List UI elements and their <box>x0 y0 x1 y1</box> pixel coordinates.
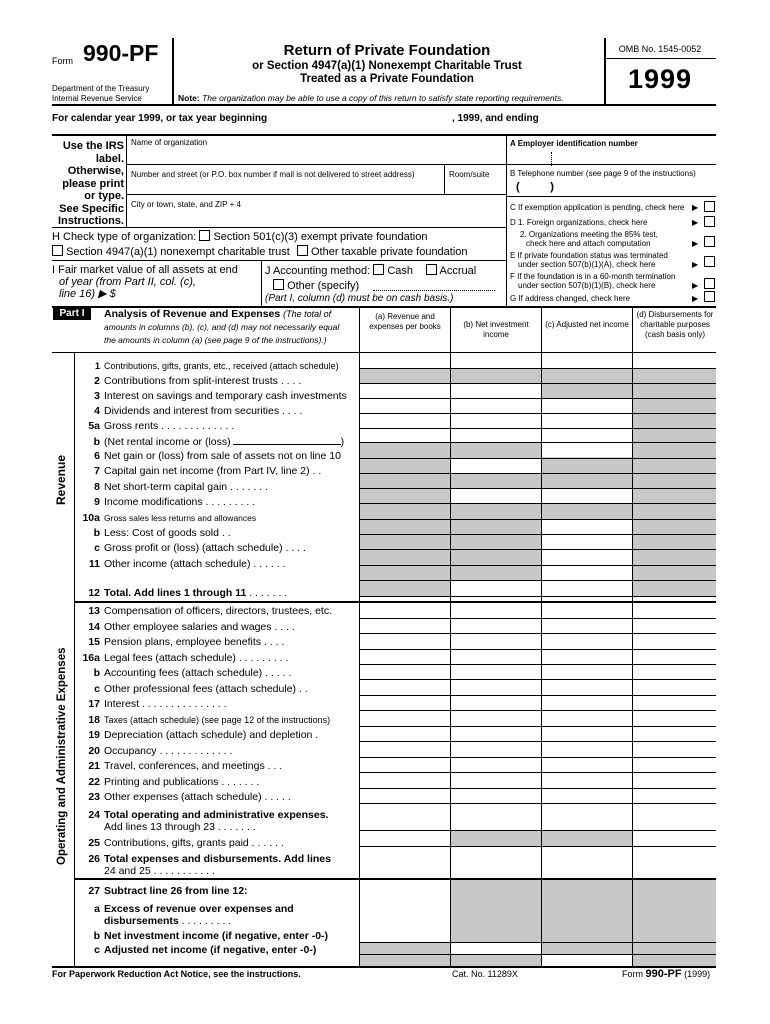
revenue-side-label: Revenue <box>54 454 68 505</box>
address-changed-checkbox[interactable] <box>704 291 715 302</box>
part1-desc-2: amounts in columns (b), (c), and (d) may not necessarily equal <box>104 322 340 332</box>
line-27c: c Adjusted net income (if negative, enter -0-) <box>94 944 317 956</box>
line-17: 17 Interest . . . . . . . . . . . . . . . <box>88 698 227 710</box>
city-state-zip-field[interactable]: City or town, state, and ZIP + 4 <box>131 200 241 209</box>
telephone-field[interactable]: ( ) <box>516 181 554 193</box>
line-18: 18 Taxes (attach schedule) (see page 12 of the instructions) <box>88 714 331 726</box>
org-name-field[interactable]: Name of organization <box>131 138 208 147</box>
foreign-org-checkbox[interactable] <box>704 216 715 227</box>
other-method-checkbox[interactable] <box>273 279 284 290</box>
form-number: 990-PF <box>83 40 159 66</box>
irs-label-instructions: Use the IRS label. Otherwise, please print or type. See Specific Instructions. <box>57 140 124 227</box>
tax-year: 1999 <box>627 64 693 94</box>
line-5b: b (Net rental income or (loss) ) <box>93 436 345 448</box>
line-26-cont: 24 and 25 . . . . . . . . . . . <box>104 865 215 877</box>
line-12: 12 Total. Add lines 1 through 11 . . . . . . . <box>88 587 288 599</box>
line-15: 15 Pension plans, employee benefits . . . . <box>88 636 285 648</box>
exemption-pending-label: C If exemption application is pending, check here <box>510 203 685 212</box>
line-21: 21 Travel, conferences, and meetings . . . <box>88 760 283 772</box>
line-4: 4 Dividends and interest from securities . . . . <box>94 405 303 417</box>
ein-label: A Employer identification number <box>510 139 638 148</box>
foreign-org-label: D 1. Foreign organizations, check here <box>510 218 648 227</box>
other-method-field[interactable] <box>373 290 495 291</box>
line-9: 9 Income modifications . . . . . . . . . <box>94 496 256 508</box>
line-16c: c Other professional fees (attach schedule) . . <box>94 683 308 695</box>
line-27a-cont: disbursements . . . . . . . . . <box>104 915 232 927</box>
catalog-number: Cat. No. 11289X <box>452 969 518 979</box>
line-14: 14 Other employee salaries and wages . . . . <box>88 621 295 633</box>
paperwork-notice: For Paperwork Reduction Act Notice, see the instructions. <box>52 969 301 979</box>
form-subtitle-1: or Section 4947(a)(1) Nonexempt Charitable Trust <box>252 60 522 72</box>
line-25: 25 Contributions, gifts, grants paid . . . . . . <box>88 837 284 849</box>
part-badge: Part I <box>53 307 91 320</box>
accounting-method-row: J Accounting method: Cash Accrual <box>265 265 477 277</box>
address-changed-label: G If address changed, check here <box>510 294 631 303</box>
line-11: 11 Other income (attach schedule) . . . . . . <box>88 558 286 570</box>
line-16a: 16a Legal fees (attach schedule) . . . . . . . . . <box>82 652 289 664</box>
line-7: 7 Capital gain net income (from Part IV, line 2) . . <box>94 465 322 477</box>
col-b-header: (b) Net investment income <box>463 320 529 339</box>
org-85-label-2: check here and attach computation <box>526 239 651 248</box>
accrual-checkbox[interactable] <box>426 264 437 275</box>
line-1: 1 Contributions, gifts, grants, etc., received (attach schedule) <box>94 361 339 371</box>
line-20: 20 Occupancy . . . . . . . . . . . . . <box>88 745 233 757</box>
line-19: 19 Depreciation (attach schedule) and depletion . <box>88 729 319 741</box>
line-6: 6 Net gain or (loss) from sale of assets not on line 10 <box>94 450 341 462</box>
part1-desc-3: the amounts in column (a) (see page 9 of the instructions).) <box>104 335 327 345</box>
org-85-label-1: 2. Organizations meeting the 85% test, <box>520 230 658 239</box>
exemption-pending-checkbox[interactable] <box>704 201 715 212</box>
line-27: 27 Subtract line 26 from line 12: <box>88 885 248 897</box>
line-23: 23 Other expenses (attach schedule) . . . . . <box>88 791 291 803</box>
form-subtitle-2: Treated as a Private Foundation <box>300 73 474 85</box>
expenses-side-label: Operating and Administrative Expenses <box>56 647 68 865</box>
line-16b: b Accounting fees (attach schedule) . . . . . <box>93 667 292 679</box>
street-address-field[interactable]: Number and street (or P.O. box number if mail is not delivered to street address) <box>131 170 415 179</box>
line-13: 13 Compensation of officers, directors, trustees, etc. <box>88 605 332 617</box>
net-rental-field[interactable] <box>233 434 341 445</box>
4947-checkbox[interactable] <box>52 245 63 256</box>
line-22: 22 Printing and publications . . . . . . . <box>88 776 260 788</box>
line-10a: 10a Gross sales less returns and allowances <box>82 512 257 524</box>
line-10c: c Gross profit or (loss) (attach schedule) . . . . <box>94 542 306 554</box>
termination-label-2: under section 507(b)(1)(B), check here <box>518 281 656 290</box>
terminated-checkbox[interactable] <box>704 256 715 267</box>
line-8: 8 Net short-term capital gain . . . . . . . <box>94 481 268 493</box>
501c3-checkbox[interactable] <box>199 230 210 241</box>
fair-market-value: I Fair market value of all assets at end of year (from Part II, col. (c), line 16) ▶ $ <box>52 264 238 300</box>
omb-number: OMB No. 1545-0052 <box>618 44 702 54</box>
line-26: 26 Total expenses and disbursements. Add lines <box>88 853 331 865</box>
footer-form: Form 990-PF (1999) <box>622 968 711 980</box>
col-d-header: (d) Disbursements for charitable purposes (cash basis only) <box>636 310 714 339</box>
department: Department of the Treasury <box>52 84 150 93</box>
line-24: 24 Total operating and administrative expenses. <box>88 809 329 821</box>
terminated-label-1: E If private foundation status was terminated <box>510 251 668 260</box>
part1-title: Analysis of Revenue and Expenses (The total of <box>104 308 332 320</box>
org-85-checkbox[interactable] <box>704 236 715 247</box>
form-title: Return of Private Foundation <box>283 42 491 59</box>
org-type-row-2: Section 4947(a)(1) nonexempt charitable trust Other taxable private foundation <box>52 245 468 258</box>
line-2: 2 Contributions from split-interest trusts . . . . <box>94 375 302 387</box>
termination-checkbox[interactable] <box>704 278 715 289</box>
other-method-row: Other (specify) <box>273 279 359 292</box>
line-27a: a Excess of revenue over expenses and <box>94 903 294 915</box>
line-3: 3 Interest on savings and temporary cash investments <box>94 390 347 402</box>
terminated-label-2: under section 507(b)(1)(A), check here <box>518 260 656 269</box>
other-taxable-checkbox[interactable] <box>297 245 308 256</box>
line-27b: b Net investment income (if negative, enter -0-) <box>93 930 329 942</box>
line-5a: 5a Gross rents . . . . . . . . . . . . . <box>88 420 235 432</box>
calendar-year-label: For calendar year 1999, or tax year beginning <box>52 113 268 124</box>
form-label: Form <box>52 56 73 66</box>
irs-name: Internal Revenue Service <box>52 94 142 103</box>
calendar-ending-label: , 1999, and ending <box>452 113 539 124</box>
termination-label-1: F If the foundation is in a 60-month termination <box>510 272 676 281</box>
room-suite-field[interactable]: Room/suite <box>449 170 490 179</box>
line-24-cont: Add lines 13 through 23 . . . . . . . <box>104 821 256 833</box>
form-note: Note: The organization may be able to use a copy of this return to satisfy state reporting requirements. <box>178 93 564 103</box>
cash-basis-note: (Part I, column (d) must be on cash basis.) <box>265 293 454 304</box>
cash-checkbox[interactable] <box>373 264 384 275</box>
telephone-label: B Telephone number (see page 9 of the instructions) <box>510 169 696 178</box>
col-a-header: (a) Revenue and expenses per books <box>369 312 441 331</box>
org-type-row-1: H Check type of organization: Section 501(c)(3) exempt private foundation <box>52 231 428 243</box>
line-10b: b Less: Cost of goods sold . . <box>93 527 231 539</box>
col-c-header: (c) Adjusted net income <box>545 320 629 329</box>
